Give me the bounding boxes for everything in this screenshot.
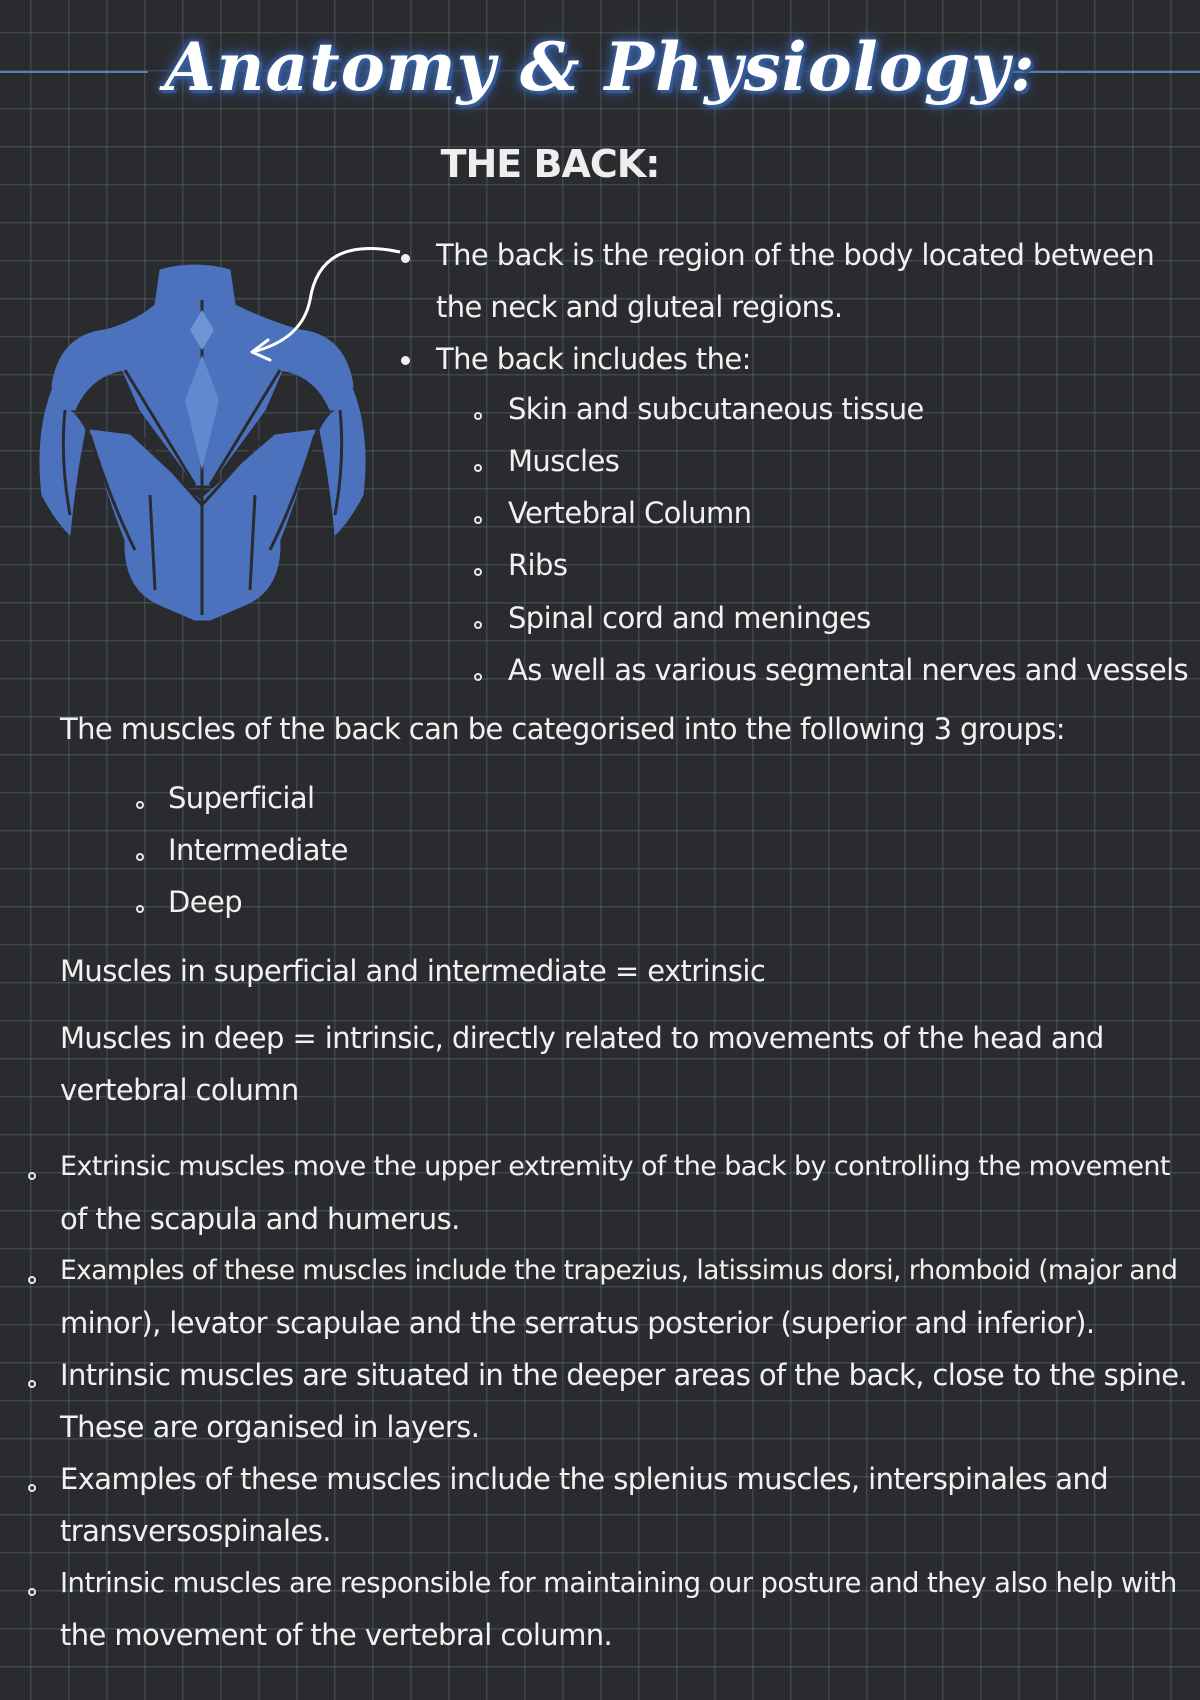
bullet-ring-icon — [474, 673, 482, 681]
bullet-ring-icon — [28, 1380, 36, 1388]
bullet-ring-icon — [28, 1484, 36, 1492]
component-item: Muscles — [508, 444, 620, 478]
component-item: Spinal cord and meninges — [508, 601, 871, 635]
bullet-ring-icon — [28, 1588, 36, 1596]
bullet-ring-icon — [474, 568, 482, 576]
group-item: Superficial — [168, 781, 315, 815]
bullet-ring-icon — [136, 905, 144, 913]
page-title: Anatomy & Physiology: — [164, 28, 1036, 106]
extrinsic-line: Muscles in superficial and intermediate = extrinsic — [60, 954, 766, 988]
group-item: Deep — [168, 885, 243, 919]
detail-line: Intrinsic muscles are situated in the deeper areas of the back, close to the spine. — [60, 1358, 1188, 1392]
detail-line: Examples of these muscles include the trapezius, latissimus dorsi, rhomboid (major and — [60, 1255, 1178, 1286]
intro-bullet-line: The back is the region of the body located between — [436, 238, 1155, 272]
curved-arrow-icon — [240, 240, 410, 380]
page-subtitle: THE BACK: — [440, 142, 660, 186]
detail-line: Examples of these muscles include the splenius muscles, interspinales and — [60, 1462, 1109, 1496]
intro-bullet-line: the neck and gluteal regions. — [436, 290, 843, 324]
detail-line: the movement of the vertebral column. — [60, 1618, 613, 1652]
intrinsic-line: vertebral column — [60, 1073, 299, 1107]
intro-bullet-line: The back includes the: — [436, 342, 751, 376]
bullet-dot-icon — [401, 356, 410, 365]
component-item: Vertebral Column — [508, 496, 752, 530]
detail-line: transversospinales. — [60, 1514, 331, 1548]
bullet-ring-icon — [474, 621, 482, 629]
bullet-ring-icon — [28, 1172, 36, 1180]
detail-line: of the scapula and humerus. — [60, 1202, 460, 1236]
detail-line: Intrinsic muscles are responsible for maintaining our posture and they also help with — [60, 1567, 1177, 1599]
intrinsic-line: Muscles in deep = intrinsic, directly related to movements of the head and — [60, 1021, 1104, 1055]
groups-intro: The muscles of the back can be categorised into the following 3 groups: — [60, 712, 1065, 746]
detail-line: minor), levator scapulae and the serratus posterior (superior and inferior). — [60, 1306, 1095, 1340]
bullet-dot-icon — [401, 254, 410, 263]
group-item: Intermediate — [168, 833, 348, 867]
component-item: Ribs — [508, 548, 568, 582]
bullet-ring-icon — [474, 412, 482, 420]
bullet-ring-icon — [136, 801, 144, 809]
component-item: As well as various segmental nerves and vessels — [508, 653, 1189, 687]
detail-line: Extrinsic muscles move the upper extremity of the back by controlling the movement — [60, 1151, 1170, 1182]
bullet-ring-icon — [474, 464, 482, 472]
component-item: Skin and subcutaneous tissue — [508, 392, 924, 426]
bullet-ring-icon — [136, 853, 144, 861]
bullet-ring-icon — [28, 1276, 36, 1284]
bullet-ring-icon — [474, 516, 482, 524]
detail-line: These are organised in layers. — [60, 1410, 480, 1444]
